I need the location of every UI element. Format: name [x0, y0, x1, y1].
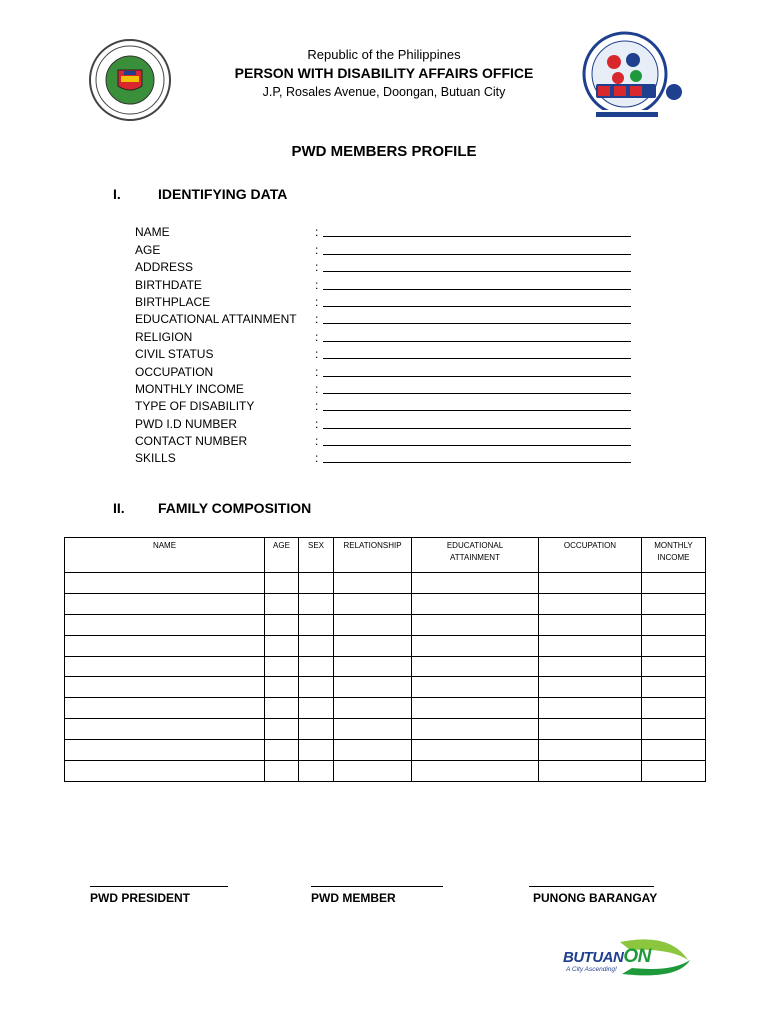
- family-composition-table: [64, 537, 706, 782]
- table-cell[interactable]: [299, 719, 334, 740]
- table-cell[interactable]: [642, 698, 706, 719]
- table-cell[interactable]: [539, 677, 642, 698]
- field-row-educational-attainment: [135, 309, 635, 326]
- field-row-age: [135, 239, 635, 256]
- table-cell[interactable]: [65, 656, 265, 677]
- field-blank-line[interactable]: [323, 400, 631, 411]
- table-cell[interactable]: [334, 635, 412, 656]
- table-cell[interactable]: [65, 761, 265, 782]
- table-cell[interactable]: [539, 761, 642, 782]
- signature-line-president: [90, 886, 228, 887]
- identifying-data-fields: [135, 222, 635, 465]
- table-row: [65, 573, 706, 594]
- table-cell[interactable]: [265, 635, 299, 656]
- table-cell[interactable]: [299, 740, 334, 761]
- field-blank-line[interactable]: [323, 296, 631, 307]
- table-cell[interactable]: [539, 740, 642, 761]
- table-cell[interactable]: [412, 677, 539, 698]
- table-cell[interactable]: [265, 593, 299, 614]
- table-cell[interactable]: [265, 698, 299, 719]
- table-cell[interactable]: [642, 635, 706, 656]
- field-row-religion: [135, 326, 635, 343]
- col-header-age: AGE: [265, 538, 299, 573]
- table-cell[interactable]: [334, 593, 412, 614]
- table-cell[interactable]: [65, 573, 265, 594]
- section-2-title: FAMILY COMPOSITION: [158, 500, 312, 516]
- field-label: RELIGION: [135, 329, 193, 344]
- section-1-numeral: I.: [113, 186, 121, 202]
- table-cell[interactable]: [65, 593, 265, 614]
- field-row-birthdate: [135, 274, 635, 291]
- table-cell[interactable]: [412, 719, 539, 740]
- table-cell[interactable]: [642, 761, 706, 782]
- table-cell[interactable]: [412, 573, 539, 594]
- table-row: [65, 677, 706, 698]
- table-row: [65, 656, 706, 677]
- footer-tagline: A City Ascending!: [566, 966, 617, 973]
- table-cell[interactable]: [412, 698, 539, 719]
- col-header-relationship: RELATIONSHIP: [334, 538, 412, 573]
- table-row: [65, 740, 706, 761]
- table-row: [65, 698, 706, 719]
- field-row-civil-status: [135, 344, 635, 361]
- table-cell[interactable]: [642, 677, 706, 698]
- table-row: [65, 719, 706, 740]
- table-cell[interactable]: [412, 593, 539, 614]
- field-blank-line[interactable]: [323, 261, 631, 272]
- field-blank-line[interactable]: [323, 331, 631, 342]
- field-colon: :: [315, 312, 319, 327]
- field-blank-line[interactable]: [323, 279, 631, 290]
- table-cell[interactable]: [299, 635, 334, 656]
- table-row: [65, 593, 706, 614]
- field-blank-line[interactable]: [323, 435, 631, 446]
- field-blank-line[interactable]: [323, 452, 631, 463]
- signature-label-barangay: PUNONG BARANGAY: [533, 891, 658, 905]
- field-row-type-of-disability: [135, 396, 635, 413]
- field-colon: :: [315, 434, 319, 449]
- table-cell[interactable]: [65, 740, 265, 761]
- footer-brand: BUTUAN: [563, 949, 624, 966]
- table-cell[interactable]: [299, 573, 334, 594]
- field-colon: :: [315, 242, 319, 257]
- header-office-name: PERSON WITH DISABILITY AFFAIRS OFFICE: [234, 65, 534, 81]
- field-row-name: [135, 222, 635, 239]
- field-colon: :: [315, 329, 319, 344]
- field-blank-line[interactable]: [323, 313, 631, 324]
- field-blank-line[interactable]: [323, 226, 631, 237]
- table-cell[interactable]: [265, 573, 299, 594]
- field-row-skills: [135, 448, 635, 465]
- field-blank-line[interactable]: [323, 418, 631, 429]
- field-blank-line[interactable]: [323, 383, 631, 394]
- field-label: SKILLS: [135, 451, 176, 466]
- col-header-name: NAME: [65, 538, 265, 573]
- table-cell[interactable]: [265, 761, 299, 782]
- field-row-occupation: [135, 361, 635, 378]
- table-cell[interactable]: [65, 719, 265, 740]
- table-cell[interactable]: [299, 593, 334, 614]
- table-cell[interactable]: [334, 698, 412, 719]
- col-header-educational-attainment: EDUCATIONAL ATTAINMENT: [412, 538, 539, 573]
- signature-label-member: PWD MEMBER: [311, 891, 396, 905]
- field-colon: :: [315, 381, 319, 396]
- table-cell[interactable]: [539, 698, 642, 719]
- signature-line-member: [311, 886, 443, 887]
- field-row-birthplace: [135, 292, 635, 309]
- table-row: [65, 635, 706, 656]
- table-cell[interactable]: [539, 719, 642, 740]
- form-title: PWD MEMBERS PROFILE: [291, 143, 477, 160]
- table-cell[interactable]: [642, 740, 706, 761]
- table-cell[interactable]: [539, 614, 642, 635]
- field-label: NAME: [135, 225, 170, 240]
- field-blank-line[interactable]: [323, 348, 631, 359]
- field-label: TYPE OF DISABILITY: [135, 399, 255, 414]
- table-cell[interactable]: [334, 614, 412, 635]
- field-label: CONTACT NUMBER: [135, 434, 248, 449]
- table-cell[interactable]: [299, 677, 334, 698]
- table-cell[interactable]: [299, 698, 334, 719]
- field-colon: :: [315, 451, 319, 466]
- field-label: BIRTHPLACE: [135, 294, 211, 309]
- field-label: MONTHLY INCOME: [135, 381, 244, 396]
- table-cell[interactable]: [299, 614, 334, 635]
- field-colon: :: [315, 225, 319, 240]
- field-colon: :: [315, 364, 319, 379]
- table-cell[interactable]: [265, 677, 299, 698]
- footer-brand-suffix: ON: [623, 946, 651, 967]
- table-cell[interactable]: [334, 761, 412, 782]
- header-address: J.P, Rosales Avenue, Doongan, Butuan City: [262, 85, 506, 99]
- table-row: [65, 614, 706, 635]
- field-colon: :: [315, 277, 319, 292]
- table-cell[interactable]: [299, 761, 334, 782]
- table-cell[interactable]: [334, 677, 412, 698]
- field-label: EDUCATIONAL ATTAINMENT: [135, 312, 297, 327]
- table-cell[interactable]: [334, 740, 412, 761]
- table-cell[interactable]: [412, 635, 539, 656]
- field-colon: :: [315, 347, 319, 362]
- field-label: PWD I.D NUMBER: [135, 416, 237, 431]
- field-blank-line[interactable]: [323, 366, 631, 377]
- table-cell[interactable]: [265, 719, 299, 740]
- table-cell[interactable]: [642, 573, 706, 594]
- table-cell[interactable]: [65, 635, 265, 656]
- table-cell[interactable]: [412, 614, 539, 635]
- field-label: ADDRESS: [135, 260, 194, 275]
- table-cell[interactable]: [642, 614, 706, 635]
- table-header-row: [65, 538, 706, 573]
- table-cell[interactable]: [265, 614, 299, 635]
- table-cell[interactable]: [334, 656, 412, 677]
- table-cell[interactable]: [65, 614, 265, 635]
- field-row-monthly-income: [135, 379, 635, 396]
- butuan-on-logo: [560, 936, 692, 982]
- header-republic: Republic of the Philippines: [307, 47, 461, 62]
- signature-label-president: PWD PRESIDENT: [90, 891, 191, 905]
- col-header-monthly-income: MONTHLY INCOME: [642, 538, 706, 573]
- field-row-address: [135, 257, 635, 274]
- field-colon: :: [315, 294, 319, 309]
- field-colon: :: [315, 260, 319, 275]
- table-cell[interactable]: [642, 593, 706, 614]
- signature-line-barangay: [529, 886, 654, 887]
- table-cell[interactable]: [65, 698, 265, 719]
- table-cell[interactable]: [412, 761, 539, 782]
- table-cell[interactable]: [539, 635, 642, 656]
- pdao-logo: [570, 30, 684, 122]
- field-label: CIVIL STATUS: [135, 347, 214, 362]
- table-cell[interactable]: [299, 656, 334, 677]
- field-colon: :: [315, 416, 319, 431]
- table-cell[interactable]: [265, 656, 299, 677]
- section-1-title: IDENTIFYING DATA: [158, 186, 288, 202]
- table-row: [65, 761, 706, 782]
- field-blank-line[interactable]: [323, 244, 631, 255]
- col-header-occupation: OCCUPATION: [539, 538, 642, 573]
- table-cell[interactable]: [642, 656, 706, 677]
- field-row-pwd-i-d-number: [135, 413, 635, 430]
- field-row-contact-number: [135, 431, 635, 448]
- table-cell[interactable]: [539, 593, 642, 614]
- field-label: OCCUPATION: [135, 364, 214, 379]
- table-cell[interactable]: [412, 740, 539, 761]
- field-colon: :: [315, 399, 319, 414]
- table-cell[interactable]: [642, 719, 706, 740]
- section-2-numeral: II.: [113, 500, 125, 516]
- table-cell[interactable]: [334, 573, 412, 594]
- table-cell[interactable]: [539, 656, 642, 677]
- table-cell[interactable]: [265, 740, 299, 761]
- col-header-sex: SEX: [299, 538, 334, 573]
- table-cell[interactable]: [412, 656, 539, 677]
- table-cell[interactable]: [65, 677, 265, 698]
- table-cell[interactable]: [539, 573, 642, 594]
- field-label: AGE: [135, 242, 161, 257]
- field-label: BIRTHDATE: [135, 277, 202, 292]
- table-cell[interactable]: [334, 719, 412, 740]
